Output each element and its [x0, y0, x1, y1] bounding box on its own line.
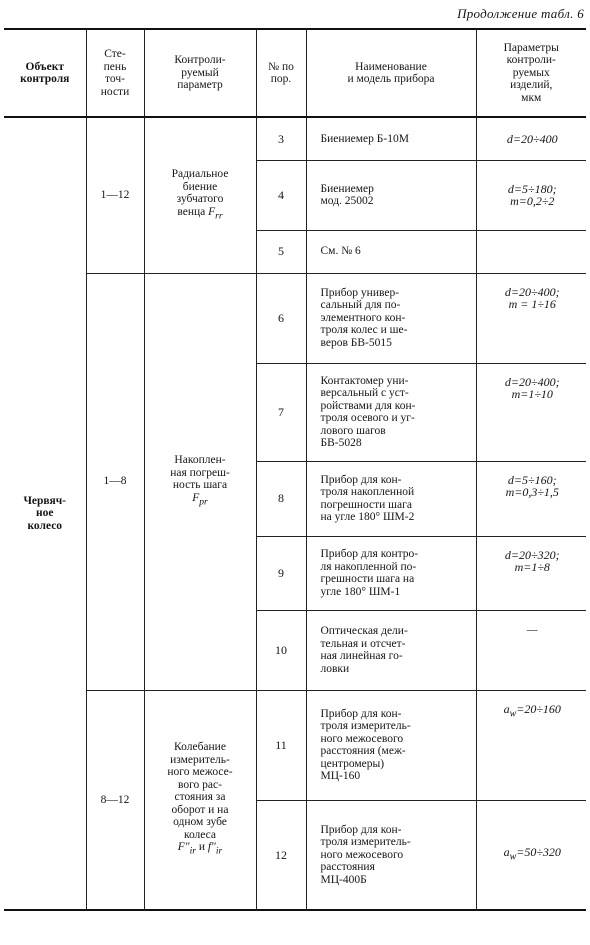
col-header-params: Параметры контроли- руемых изделий, мкм [476, 29, 586, 117]
table-row [4, 273, 586, 363]
col-header-number: № по пор. [256, 29, 306, 117]
col-header-degree: Сте- пень точ- ности [86, 29, 144, 117]
params-cell [476, 230, 586, 273]
row-number: 4 [256, 160, 306, 230]
params-cell: d=20÷400; m = 1÷16 [476, 273, 586, 363]
device-cell: Биениемер Б-10М [306, 117, 476, 160]
header-row [4, 29, 586, 117]
device-cell: Прибор для кон- троля измеритель- ного межосевого расстояния МЦ-400Б [306, 800, 476, 910]
parameter-cell: Накоплен- ная погреш- ность шага $F_{pr}$ [144, 273, 256, 690]
row-number: 7 [256, 363, 306, 461]
device-cell: Контактомер уни- версальный с уст- ройствами для кон- троля осевого и уг- лового шагов БВ-5028 [306, 363, 476, 461]
device-cell: Прибор для контро- ля накопленной по- грешности шага на угле 180° ШМ-1 [306, 536, 476, 610]
col-header-device: Наименование и модель прибора [306, 29, 476, 117]
device-cell: Прибор для кон- троля накопленной погрешности шага на угле 180° ШМ-2 [306, 461, 476, 536]
table-row [4, 117, 586, 160]
table-caption: Продолжение табл. 6 [457, 6, 584, 21]
row-number: 3 [256, 117, 306, 160]
params-cell: $a_w=20\div 160$ [476, 690, 586, 800]
row-number: 9 [256, 536, 306, 610]
degree-cell: 1—12 [86, 117, 144, 273]
parameter-cell: Колебание измеритель- ного межосе- вого рас- стояния за оборот и на одном зубе колеса $F''_{ir}$ и $f''_{ir}$ [144, 690, 256, 910]
device-cell: Прибор для кон- троля измеритель- ного межосевого расстояния (меж- центромеры) МЦ-160 [306, 690, 476, 800]
params-cell: — [476, 610, 586, 690]
degree-cell: 8—12 [86, 690, 144, 910]
device-cell: Биениемер мод. 25002 [306, 160, 476, 230]
row-number: 8 [256, 461, 306, 536]
col-header-object: Объект контроля [4, 29, 86, 117]
table-row [4, 690, 586, 800]
row-number: 11 [256, 690, 306, 800]
row-number: 12 [256, 800, 306, 910]
row-number: 5 [256, 230, 306, 273]
instrument-table [4, 28, 586, 911]
col-header-parameter: Контроли- руемый параметр [144, 29, 256, 117]
device-cell: Прибор универ- сальный для по- элементного кон- троля колес и ше- веров БВ-5015 [306, 273, 476, 363]
params-cell: d=20÷400; m=1÷10 [476, 363, 586, 461]
params-cell: $a_w=50\div 320$ [476, 800, 586, 910]
params-cell: d=20÷320; m=1÷8 [476, 536, 586, 610]
row-number: 6 [256, 273, 306, 363]
object-cell: Червяч- ное колесо [4, 117, 86, 910]
row-number: 10 [256, 610, 306, 690]
params-cell: d=5÷180; m=0,2÷2 [476, 160, 586, 230]
parameter-cell: Радиальное биение зубчатого венца $F_{rr}$ [144, 117, 256, 273]
params-cell: d=20÷400 [476, 117, 586, 160]
device-cell: Оптическая дели- тельная и отсчет- ная линейная го- ловки [306, 610, 476, 690]
degree-cell: 1—8 [86, 273, 144, 690]
device-cell: См. № 6 [306, 230, 476, 273]
params-cell: d=5÷160; m=0,3÷1,5 [476, 461, 586, 536]
